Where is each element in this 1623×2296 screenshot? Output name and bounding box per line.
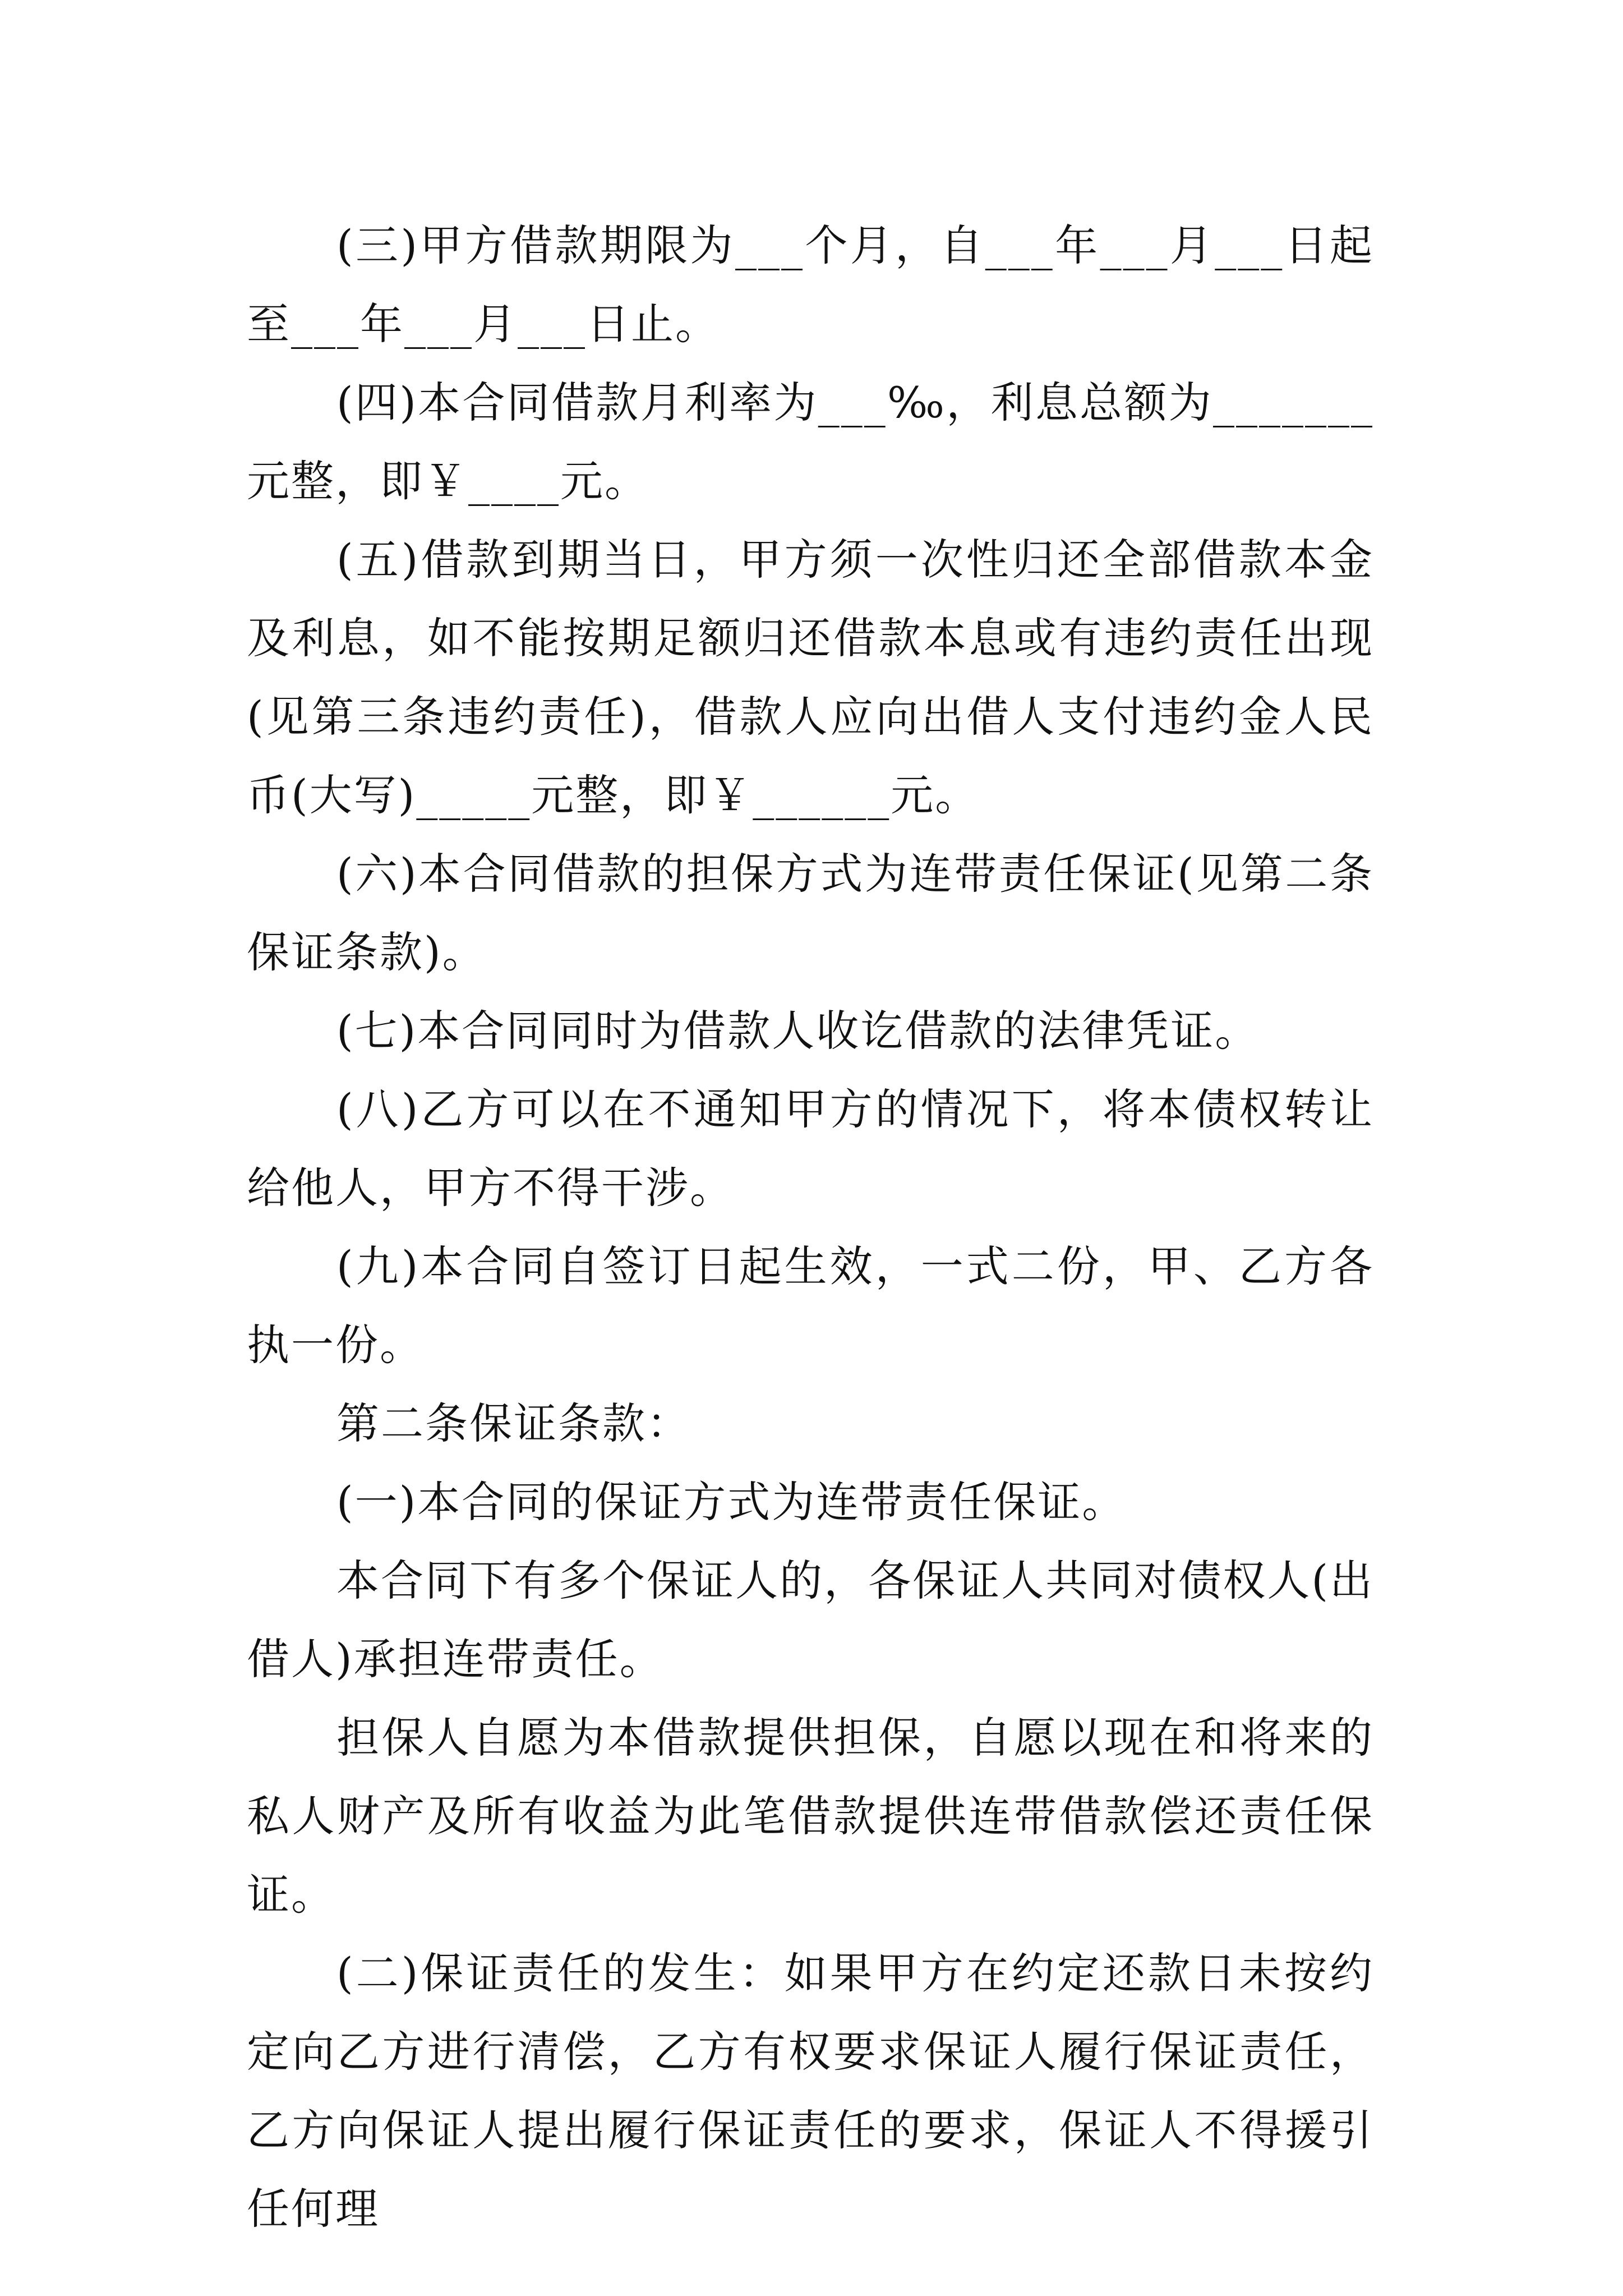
clause-8-debt-transfer: (八)乙方可以在不通知甲方的情况下，将本债权转让给他人，甲方不得干涉。	[247, 1084, 1374, 1213]
clause-4-interest-rate: (四)本合同借款月利率为___‰，利息总额为_______元整，即￥____元。	[247, 378, 1374, 506]
guarantee-clause-2: (二)保证责任的发生：如果甲方在约定还款日未按约定向乙方进行清偿，乙方有权要求保证人履行保证责任，乙方向保证人提出履行保证责任的要求，保证人不得援引任何理	[247, 1948, 1374, 2234]
guarantor-voluntary: 担保人自愿为本借款提供担保，自愿以现在和将来的私人财产及所有收益为此笔借款提供连带借款偿还责任保证。	[247, 1713, 1374, 1920]
guarantee-clause-1: (一)本合同的保证方式为连带责任保证。	[336, 1477, 1127, 1527]
guarantee-joint-liability: 本合同下有多个保证人的，各保证人共同对债权人(出借人)承担连带责任。	[247, 1556, 1374, 1684]
clause-7-legal-proof: (七)本合同同时为借款人收讫借款的法律凭证。	[336, 1006, 1260, 1056]
clause-3-loan-term: (三)甲方借款期限为___个月，自___年___月___日起至___年___月___日止。	[247, 220, 1374, 349]
clause-5-repayment: (五)借款到期当日，甲方须一次性归还全部借款本金及利息，如不能按期足额归还借款本息或有违约责任出现(见第三条违约责任)，借款人应向出借人支付违约金人民币(大写)_____元整，即￥______元。	[247, 535, 1374, 820]
clause-6-guarantee-method: (六)本合同借款的担保方式为连带责任保证(见第二条保证条款)。	[247, 849, 1374, 977]
clause-9-effective-date: (九)本合同自签订日起生效，一式二份，甲、乙方各执一份。	[247, 1241, 1374, 1370]
section-heading-guarantee: 第二条保证条款：	[336, 1398, 691, 1448]
contract-body	[247, 206, 1374, 2248]
